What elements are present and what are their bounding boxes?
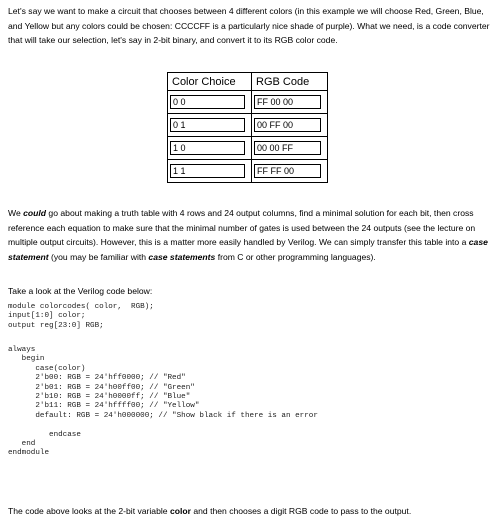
emphasis-color: color <box>169 506 191 516</box>
rgb-cell: 00 00 FF <box>254 141 321 155</box>
rgb-cell: FF 00 00 <box>254 95 321 109</box>
table-row <box>168 160 328 183</box>
code-intro-paragraph: Take a look at the Verilog code below: <box>8 286 153 296</box>
choice-cell: 0 1 <box>170 118 245 132</box>
header-color-choice: Color Choice <box>168 73 252 91</box>
intro-paragraph <box>8 4 492 48</box>
rgb-cell: 00 FF 00 <box>254 118 321 132</box>
verilog-explanation-paragraph: We could go about making a truth table with 4 rows and 24 output columns, find a minimal solution for each bit, then cross reference each equation to make sure that the minimal number of gates is used between the 24 outputs (see the lecture on multiple output circuits). However, this is a matter more easily handled by Verilog. We can simply transfer this table into a case statement (you may be familiar with case statements from C or other programming languages). <box>8 208 488 262</box>
color-code-table <box>167 72 328 183</box>
intro-text: Let's say we want to make a circuit that chooses between 4 different colors (in this example we will choose Red, Green, Blue, and Yellow but any colors could be chosen: CCCCFF is a particularly nice shade of purple). What we need, is a code converter that will take our selection, let's say in 2-bit binary, and convert it to its RGB color code. <box>8 6 490 45</box>
choice-cell: 0 0 <box>170 95 245 109</box>
table-row <box>168 91 328 114</box>
table-row <box>168 137 328 160</box>
verilog-always-block: always begin case(color) 2'b00: RGB = 24'hff0000; // "Red" 2'b01: RGB = 24'h00ff00; // "Green" 2'b10: RGB = 24'h0000ff; // "Blue" 2'b11: RGB = 24'hffff00; // "Yellow" default: RGB = 24'h000000; // "Show black if there is an error endcase end endmodule <box>8 346 318 458</box>
emphasis-case-statement: case statement <box>8 237 488 262</box>
emphasis-case-statements: case statements <box>148 251 216 262</box>
emphasis-could: could <box>23 208 47 218</box>
choice-cell: 1 1 <box>170 164 245 178</box>
table-header-row <box>168 73 328 91</box>
header-rgb-code: RGB Code <box>252 73 328 91</box>
table-row <box>168 114 328 137</box>
verilog-module-header: module colorcodes( color, RGB); input[1:0] color; output reg[23:0] RGB; <box>8 303 154 330</box>
choice-cell: 1 0 <box>170 141 245 155</box>
conclusion-paragraph: The code above looks at the 2-bit variable color and then chooses a digit RGB code to pass to the output. <box>8 506 412 516</box>
rgb-cell: FF FF 00 <box>254 164 321 178</box>
